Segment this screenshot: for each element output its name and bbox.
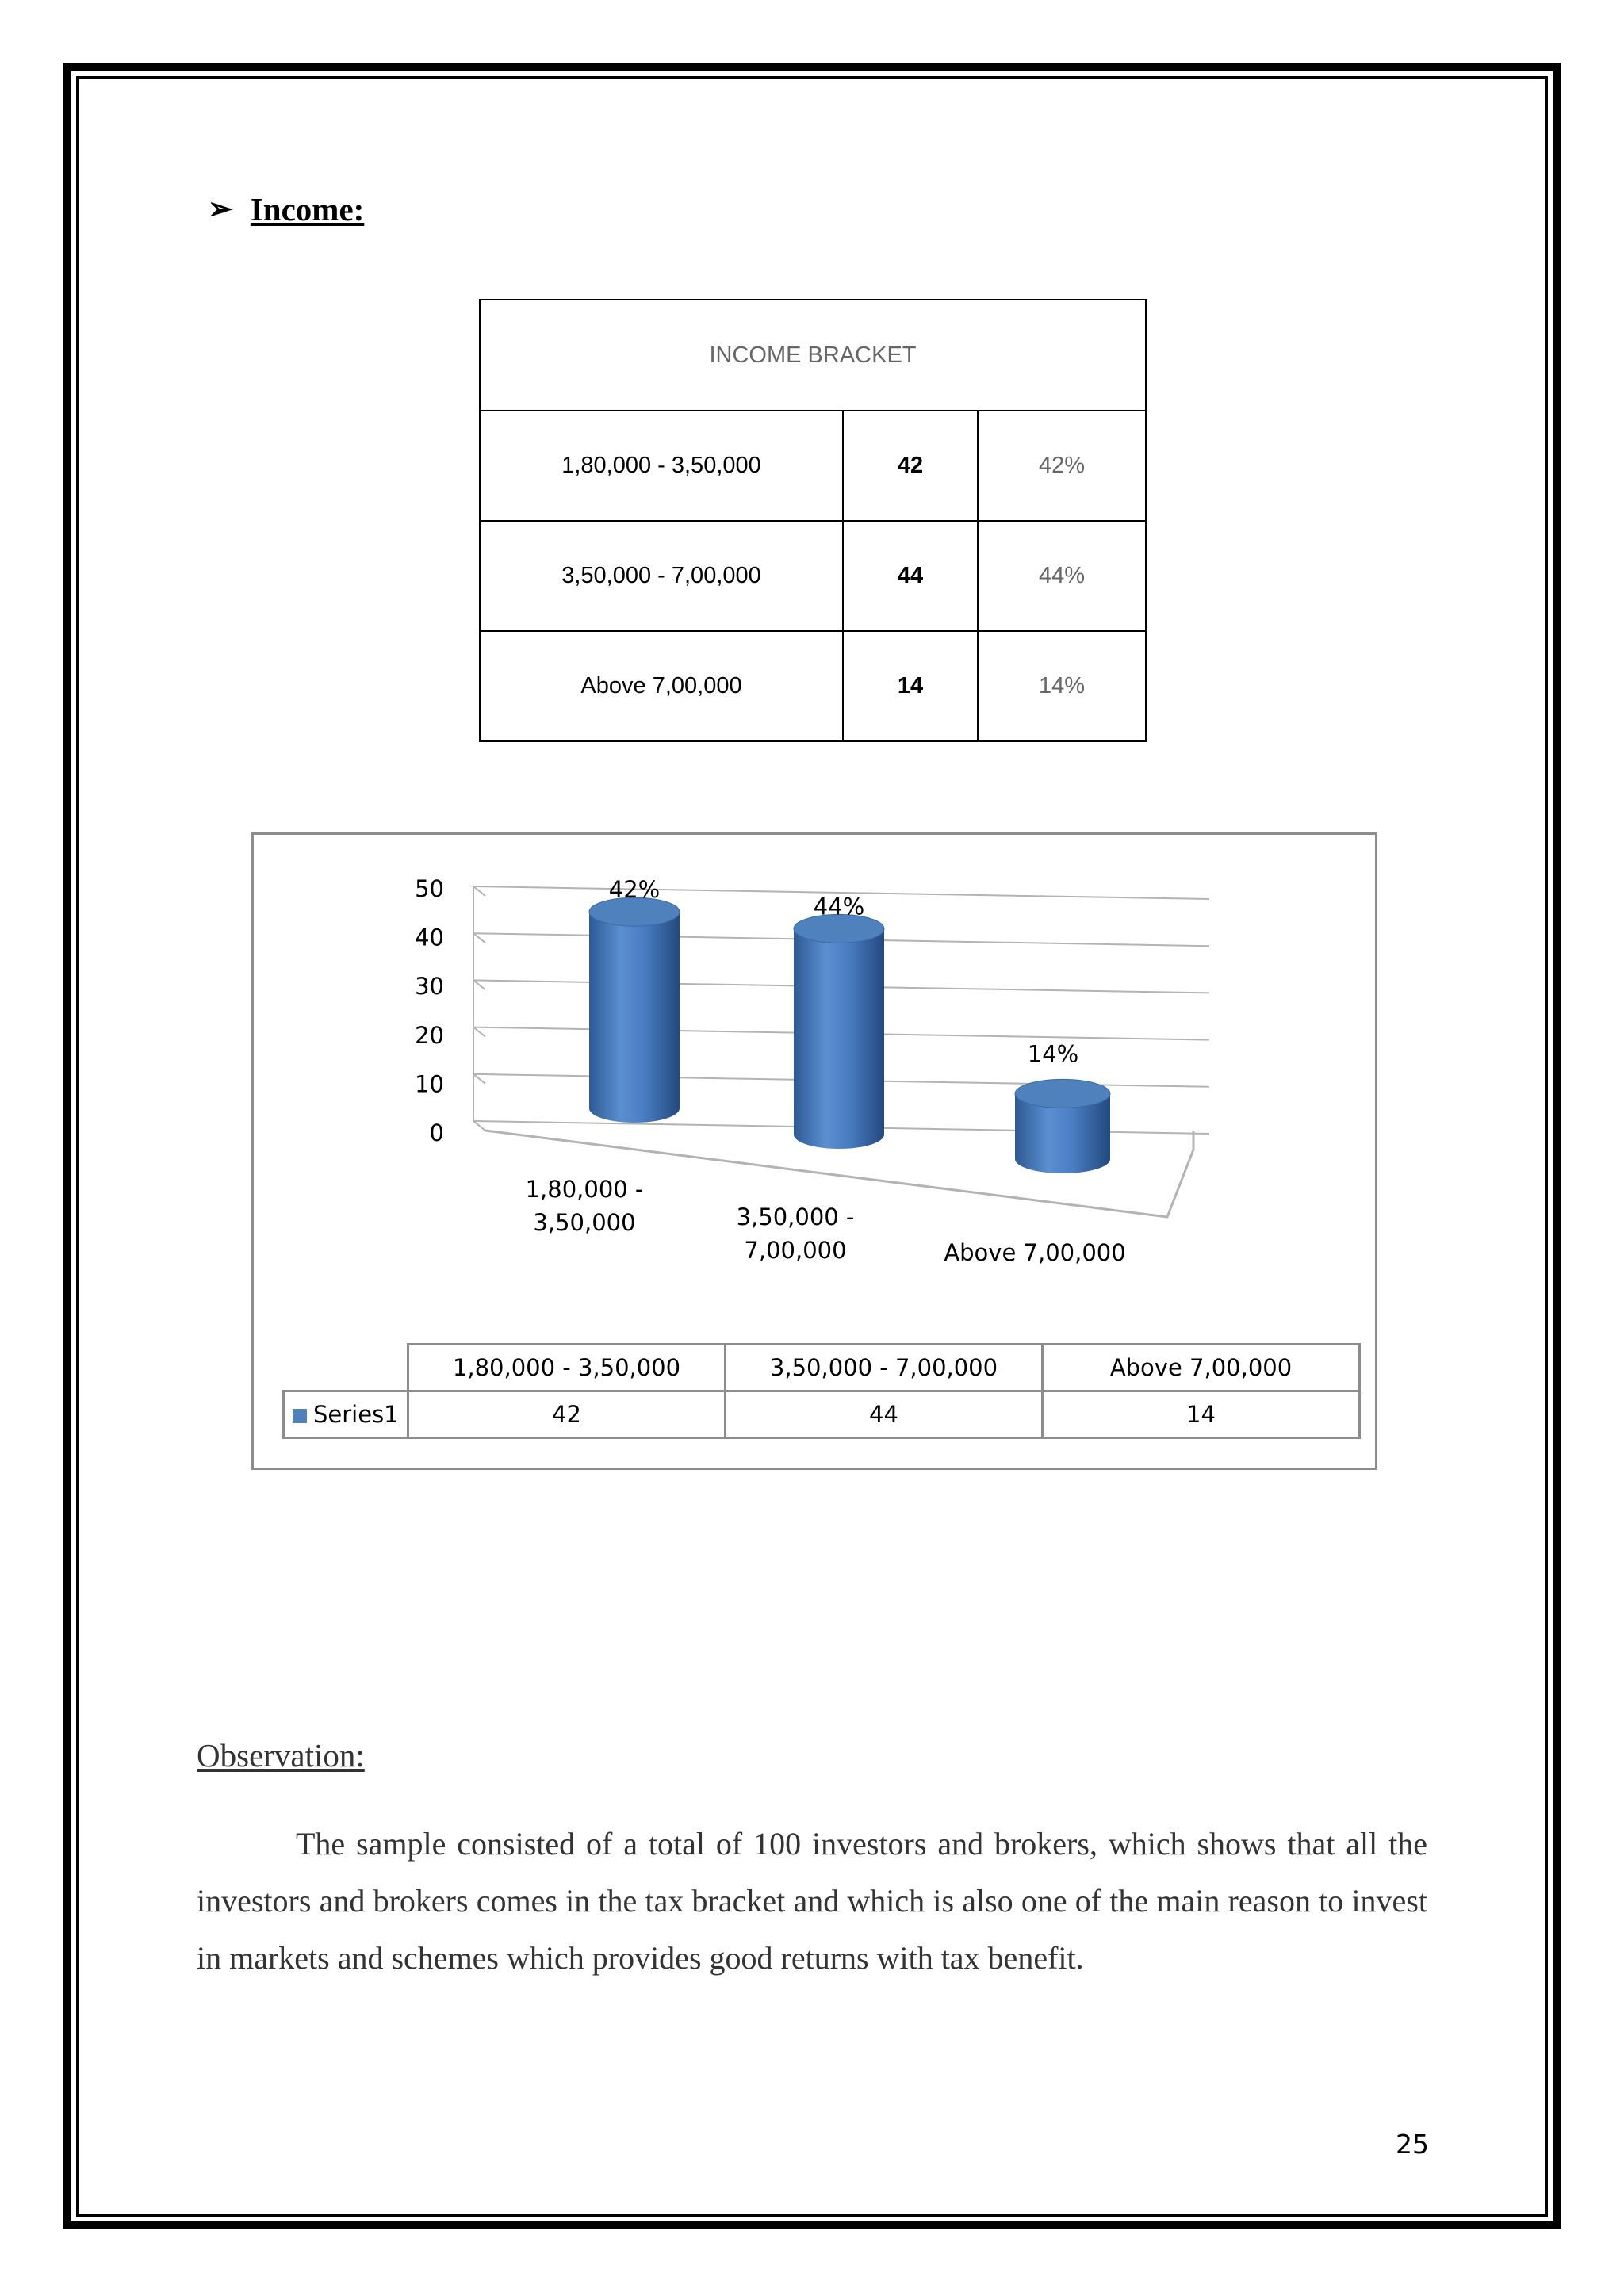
income-percent-cell: 44% <box>978 521 1146 631</box>
data-table-category: Above 7,00,000 <box>1043 1345 1360 1391</box>
y-tick-label: 40 <box>415 924 444 951</box>
bar-cylinder <box>589 912 680 1123</box>
x-tick-label: 3,50,000 - <box>736 1203 855 1230</box>
axis-left-floor <box>473 1121 485 1131</box>
arrow-bullet-icon: ➢ <box>208 193 233 226</box>
data-table-value: 14 <box>1043 1391 1360 1438</box>
income-percent-cell: 14% <box>978 631 1146 741</box>
bar-top <box>1015 1079 1110 1108</box>
data-table-value: 44 <box>726 1391 1043 1438</box>
income-range-cell: 1,80,000 - 3,50,000 <box>480 411 843 521</box>
legend-series-name: Series1 <box>313 1401 399 1428</box>
gridline-side <box>473 1027 485 1037</box>
y-tick-label: 30 <box>415 973 444 1001</box>
income-count-cell: 42 <box>843 411 978 521</box>
data-label: 44% <box>813 893 865 920</box>
gridline-side <box>473 933 485 943</box>
bar-cylinder <box>794 928 884 1149</box>
data-label: 14% <box>1027 1040 1079 1068</box>
chart-data-table <box>282 1343 1361 1439</box>
observation-heading: Observation: <box>197 1737 365 1774</box>
legend-entry <box>284 1391 408 1438</box>
page-number: 25 <box>1396 2129 1429 2160</box>
y-tick-label: 0 <box>429 1119 444 1146</box>
income-range-cell: 3,50,000 - 7,00,000 <box>480 521 843 631</box>
data-table-corner <box>284 1345 408 1391</box>
observation-paragraph: The sample consisted of a total of 100 investors and brokers, which shows that all the investors and brokers comes in the tax bracket and which is also one of the main reason to invest in markets and schemes which provides good returns with tax benefit. <box>197 1826 1427 1976</box>
y-tick-label: 20 <box>415 1021 444 1049</box>
data-table-category: 3,50,000 - 7,00,000 <box>726 1345 1043 1391</box>
x-tick-label: 3,50,000 <box>533 1209 636 1236</box>
income-percent-cell: 42% <box>978 411 1146 521</box>
gridline-side <box>473 886 485 896</box>
data-table-value: 42 <box>408 1391 726 1438</box>
x-tick-label: Above 7,00,000 <box>944 1239 1126 1266</box>
y-tick-label: 50 <box>415 875 444 902</box>
income-table-header: INCOME BRACKET <box>480 300 1146 411</box>
x-tick-label: 7,00,000 <box>744 1237 847 1264</box>
data-table-category: 1,80,000 - 3,50,000 <box>408 1345 726 1391</box>
legend-swatch-icon <box>293 1409 307 1423</box>
y-tick-label: 10 <box>415 1070 444 1098</box>
income-count-cell: 14 <box>843 631 978 741</box>
x-tick-label: 1,80,000 - <box>525 1176 644 1203</box>
income-range-cell: Above 7,00,000 <box>480 631 843 741</box>
income-count-cell: 44 <box>843 521 978 631</box>
gridline-side <box>473 1074 485 1084</box>
gridline-side <box>473 980 485 989</box>
data-label: 42% <box>608 876 661 904</box>
section-title: Income: <box>250 191 365 228</box>
